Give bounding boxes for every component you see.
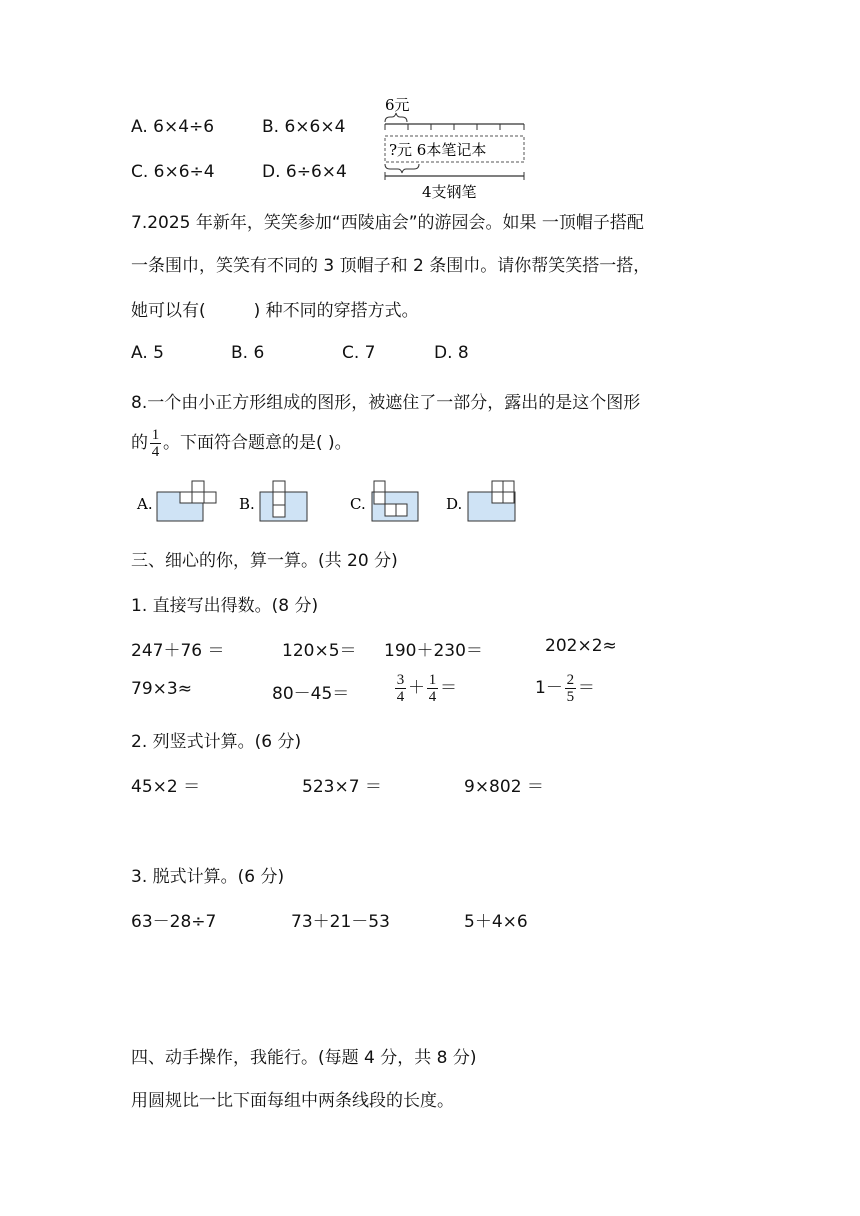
- q6-bottom-brace: [385, 164, 419, 173]
- calc-3: 190＋230＝: [384, 641, 483, 661]
- q6-option-a: A. 6×4÷6: [131, 117, 215, 137]
- calc-6: 80－45＝: [272, 684, 350, 704]
- calc-7-frac-1: [395, 672, 406, 705]
- calc-5: 79×3≈: [131, 679, 192, 699]
- section4-title: 四、动手操作，我能行。(每题 4 分，共 8 分): [131, 1048, 477, 1068]
- q7-option-d: D. 8: [434, 343, 469, 363]
- stepwise-calc-2: 73＋21－53: [291, 912, 390, 932]
- q6-top-brace: [385, 113, 407, 122]
- section3-p2-title: 2. 列竖式计算。(6 分): [131, 732, 302, 752]
- q8-line2: [131, 426, 352, 460]
- q8-option-b-label: B.: [239, 495, 255, 513]
- section3-p3-title: 3. 脱式计算。(6 分): [131, 867, 285, 887]
- section3-title: 三、细心的你，算一算。(共 20 分): [131, 551, 398, 571]
- calc-7-f1-num: 3: [396, 671, 405, 688]
- q8-fraction-num: 1: [151, 426, 160, 443]
- q8-line2-prefix: 的: [131, 433, 148, 453]
- q7-line1: 7.2025 年新年，笑笑参加“西陵庙会”的游园会。如果 一顶帽子搭配: [131, 213, 644, 233]
- q6-diagram-bottom-label: 4支钢笔: [422, 183, 477, 201]
- q7-line3: [131, 296, 419, 321]
- q7-option-b: B. 6: [231, 343, 265, 363]
- calc-7: [393, 668, 457, 708]
- q8-option-d-label: D.: [446, 495, 463, 513]
- q7-option-a: A. 5: [131, 343, 164, 363]
- vertical-calc-2: 523×7 ＝: [302, 777, 382, 797]
- calc-8-frac: [565, 672, 576, 705]
- q8-option-c-label: C.: [350, 495, 366, 513]
- calc-8: [535, 668, 595, 708]
- calc-8-den: 5: [566, 688, 575, 705]
- calc-7-f1-den: 4: [396, 688, 405, 705]
- q7-line3-prefix: 她可以有(: [131, 301, 206, 321]
- calc-8-eq: ＝: [577, 678, 595, 698]
- calc-4: 202×2≈: [545, 636, 617, 656]
- q8-figure-options: [132, 478, 532, 526]
- calc-7-f2-den: 4: [428, 688, 437, 705]
- calc-7-eq: ＝: [440, 678, 457, 698]
- q6-option-b: B. 6×6×4: [262, 117, 346, 137]
- q7-option-c: C. 7: [342, 343, 376, 363]
- calc-1: 247＋76 ＝: [131, 641, 225, 661]
- q8-line2-suffix: 。下面符合题意的是( )。: [163, 433, 352, 453]
- vertical-calc-3: 9×802 ＝: [464, 777, 544, 797]
- section3-p1-title: 1. 直接写出得数。(8 分): [131, 596, 319, 616]
- stepwise-calc-3: 5＋4×6: [464, 912, 528, 932]
- calc-2: 120×5＝: [282, 641, 357, 661]
- q6-option-d: D. 6÷6×4: [262, 162, 347, 182]
- q8-line1: 8.一个由小正方形组成的图形，被遮住了一部分，露出的是这个图形: [131, 393, 641, 413]
- q8-fraction-den: 4: [151, 443, 160, 460]
- q7-line3-suffix: ) 种不同的穿搭方式。: [253, 301, 419, 321]
- q6-option-c: C. 6×6÷4: [131, 162, 215, 182]
- calc-8-num: 2: [566, 671, 575, 688]
- q7-line2: 一条围巾，笑笑有不同的 3 顶帽子和 2 条围巾。请你帮笑笑搭一搭，: [131, 256, 651, 276]
- q6-diagram-inner-label: ?元 6本笔记本: [389, 141, 487, 159]
- q6-diagram-top-label: 6元: [385, 96, 410, 114]
- section4-instruction: 用圆规比一比下面每组中两条线段的长度。: [131, 1091, 454, 1111]
- q8-fraction: [150, 427, 161, 460]
- calc-7-frac-2: [427, 672, 438, 705]
- stepwise-calc-1: 63－28÷7: [131, 912, 217, 932]
- q8-option-a-label: A.: [137, 495, 153, 513]
- calc-7-op: ＋: [408, 678, 425, 698]
- q6-line-diagram: [378, 92, 534, 204]
- calc-7-f2-num: 1: [428, 671, 437, 688]
- calc-8-lead: 1－: [535, 678, 563, 698]
- vertical-calc-1: 45×2 ＝: [131, 777, 201, 797]
